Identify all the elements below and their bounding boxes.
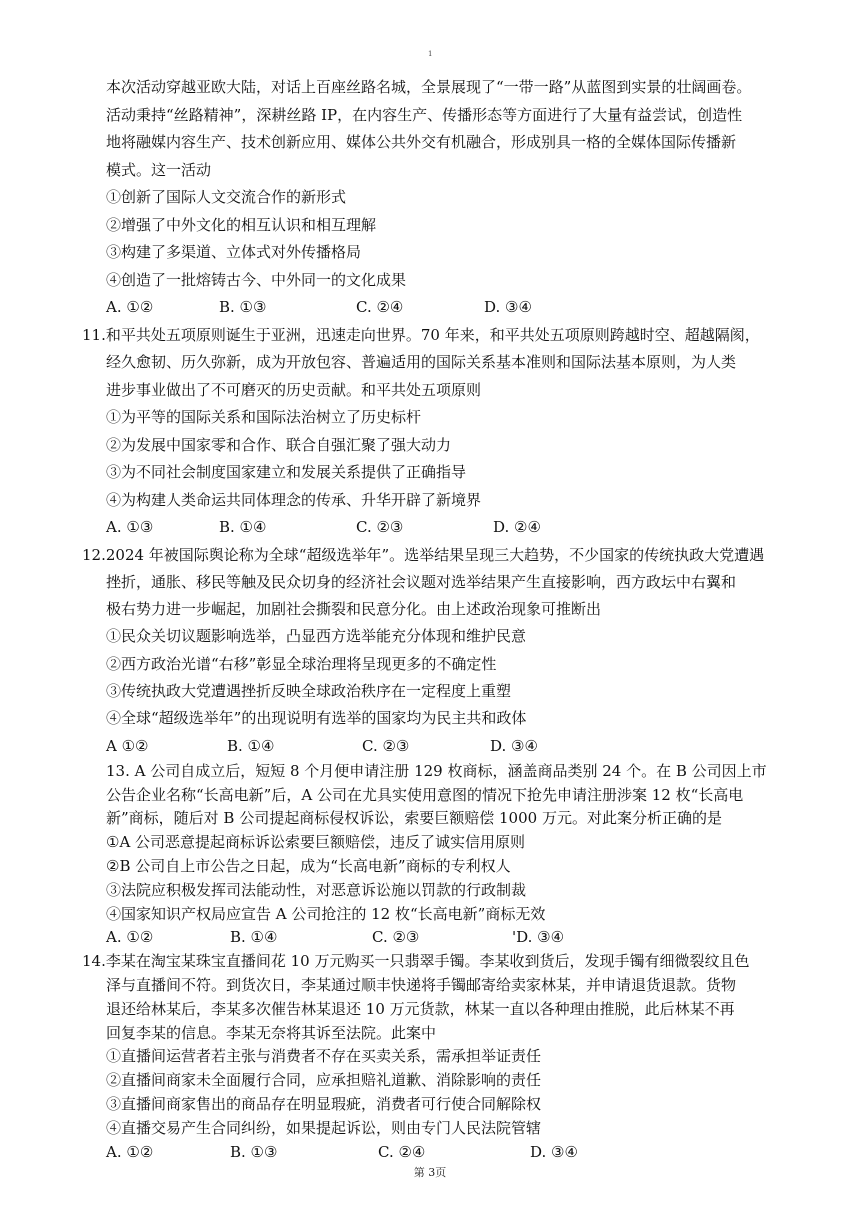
q12-item: ②西方政治光谱“右移”彰显全球治理将呈现更多的不确定性 <box>106 654 497 673</box>
q13-stem-line: 13. A 公司自成立后，短短 8 个月便申请注册 129 枚商标，涵盖商品类别 24 个。在 B 公司因上市 <box>106 761 767 780</box>
q11-stem-line: 进步事业做出了不可磨灭的历史贡献。和平共处五项原则 <box>106 380 482 399</box>
q10-passage-line: 本次活动穿越亚欧大陆，对话上百座丝路名城，全景展现了“一带一路”从蓝图到实景的壮阔画卷。 <box>106 78 752 96</box>
q13-option-c: C. ②③ <box>372 928 420 947</box>
q12-stem-line: 12.2024 年被国际舆论称为全球“超级选举年”。选举结果呈现三大趋势，不少国家的传统执政大党遭遇 <box>82 545 765 564</box>
q13-stem-line: 公告企业名称“长高电新”后，A 公司在尤具实使用意图的情况下抢先申请注册涉案 12 枚“长高电 <box>106 785 744 804</box>
q11-item: ④为构建人类命运共同体理念的传承、升华开辟了新境界 <box>106 490 482 509</box>
q10-item: ①创新了国际人文交流合作的新形式 <box>106 188 347 206</box>
q11-options <box>82 514 782 542</box>
question-13-14-section <box>82 760 782 1165</box>
q12-item: ①民众关切议题影响选举，凸显西方选举能充分体现和维护民意 <box>106 627 527 646</box>
question-12-section <box>82 542 782 760</box>
q14-options <box>82 1141 782 1165</box>
q11-option-b: B. ①④ <box>219 518 267 536</box>
q10-option-b: B. ①③ <box>219 298 267 316</box>
q12-item: ③传统执政大党遭遇挫折反映全球政治秩序在一定程度上重塑 <box>106 681 512 700</box>
q11-item: ①为平等的国际关系和国际法治树立了历史标杆 <box>106 408 422 426</box>
q14-option-d: D. ③④ <box>530 1142 578 1161</box>
q12-option-a: A ①② <box>106 736 149 755</box>
q10-passage-line: 地将融媒内容生产、技术创新应用、媒体公共外交有机融合，形成别具一格的全媒体国际传播新 <box>106 133 737 151</box>
q10-option-a: A. ①② <box>106 298 154 316</box>
q12-options <box>82 733 782 760</box>
page-number: 第 3页 <box>413 1166 447 1179</box>
q10-passage-line: 活动秉持“丝路精神”，深耕丝路 IP，在内容生产、传播形态等方面进行了大量有益尝试，创造性 <box>106 105 743 124</box>
q14-option-a: A. ①② <box>106 1142 154 1161</box>
q13-option-a: A. ①② <box>106 928 154 947</box>
q11-stem-line: 经久愈韧、历久弥新，成为开放包容、普遍适用的国际关系基本准则和国际法基本原则，为人类 <box>106 353 737 371</box>
q14-item: ④直播交易产生合同纠纷，如果提起诉讼，则由专门人民法院管辖 <box>106 1118 542 1137</box>
q12-stem-line: 极右势力进一步崛起，加剧社会撕裂和民意分化。由上述政治现象可推断出 <box>106 600 602 619</box>
q10-item: ④创造了一批熔铸古今、中外同一的文化成果 <box>106 270 407 289</box>
q12-item: ④全球“超级选举年”的出现说明有选举的国家均为民主共和政体 <box>106 709 527 728</box>
exam-page-content <box>82 74 782 1164</box>
q12-stem-line: 挫折，通胀、移民等触及民众切身的经济社会议题对选举结果产生直接影响，西方政坛中右翼和 <box>106 572 737 591</box>
q13-item: ④国家知识产权局应宣告 A 公司抢注的 12 枚“长高电新”商标无效 <box>106 904 546 923</box>
q10-option-d: D. ③④ <box>484 298 532 316</box>
q11-option-c: C. ②③ <box>356 518 404 536</box>
q11-item: ②为发展中国家零和合作、联合自强汇聚了强大动力 <box>106 435 452 454</box>
q10-options <box>82 294 782 322</box>
q11-option-d: D. ②④ <box>493 518 541 536</box>
q11-item: ③为不同社会制度国家建立和发展关系提供了正确指导 <box>106 463 467 481</box>
q14-stem-line: 回复李某的信息。李某无奈将其诉至法院。此案中 <box>106 1023 437 1042</box>
q11-option-a: A. ①③ <box>106 518 154 536</box>
q13-item: ③法院应积极发挥司法能动性，对恶意诉讼施以罚款的行政制裁 <box>106 880 527 899</box>
q14-stem-line: 泽与直播间不符。到货次日，李某通过顺丰快递将手镯邮寄给卖家林某，并申请退货退款。货物 <box>106 976 737 995</box>
q14-stem-line: 14.李某在淘宝某珠宝直播间花 10 万元购买一只翡翠手镯。李某收到货后，发现手镯有细微裂纹且色 <box>82 952 750 971</box>
q14-item: ②直播间商家未全面履行合同，应承担赔礼道歉、消除影响的责任 <box>106 1071 542 1090</box>
q14-stem-line: 退还给林某后，李某多次催告林某退还 10 万元货款，林某一直以各种理由推脱，此后林某不再 <box>106 999 735 1018</box>
q12-option-d: D. ③④ <box>490 736 538 755</box>
q13-item: ①A 公司恶意提起商标诉讼索要巨额赔偿，违反了诚实信用原则 <box>106 833 526 852</box>
q13-stem-line: 新”商标，随后对 B 公司提起商标侵权诉讼，索要巨额赔偿 1000 万元。对此案分析正确的是 <box>106 809 722 828</box>
q13-options <box>82 926 782 950</box>
q10-item: ③构建了多渠道、立体式对外传播格局 <box>106 243 362 261</box>
q14-option-c: C. ②④ <box>378 1142 426 1161</box>
q12-option-b: B. ①④ <box>227 736 275 755</box>
q14-item: ①直播间运营者若主张与消费者不存在买卖关系，需承担举证责任 <box>106 1047 542 1066</box>
q10-item: ②增强了中外文化的相互认识和相互理解 <box>106 215 377 234</box>
q14-item: ③直播间商家售出的商品存在明显瑕疵，消费者可行使合同解除权 <box>106 1095 542 1114</box>
q10-option-c: C. ②④ <box>356 298 404 316</box>
q10-passage-line: 模式。这一活动 <box>106 160 212 179</box>
page-header-mark: 1 <box>428 50 433 58</box>
q14-option-b: B. ①③ <box>230 1142 278 1161</box>
q12-option-c: C. ②③ <box>362 736 410 755</box>
q13-option-d: 'D. ③④ <box>512 928 565 947</box>
q13-item: ②B 公司自上市公告之日起，成为“长高电新”商标的专利权人 <box>106 857 511 876</box>
q11-stem-line: 11.和平共处五项原则诞生于亚洲，迅速走向世界。70 年来，和平共处五项原则跨越时空、超越隔阂， <box>82 325 760 344</box>
q13-option-b: B. ①④ <box>230 928 278 947</box>
question-10-section <box>82 74 782 542</box>
